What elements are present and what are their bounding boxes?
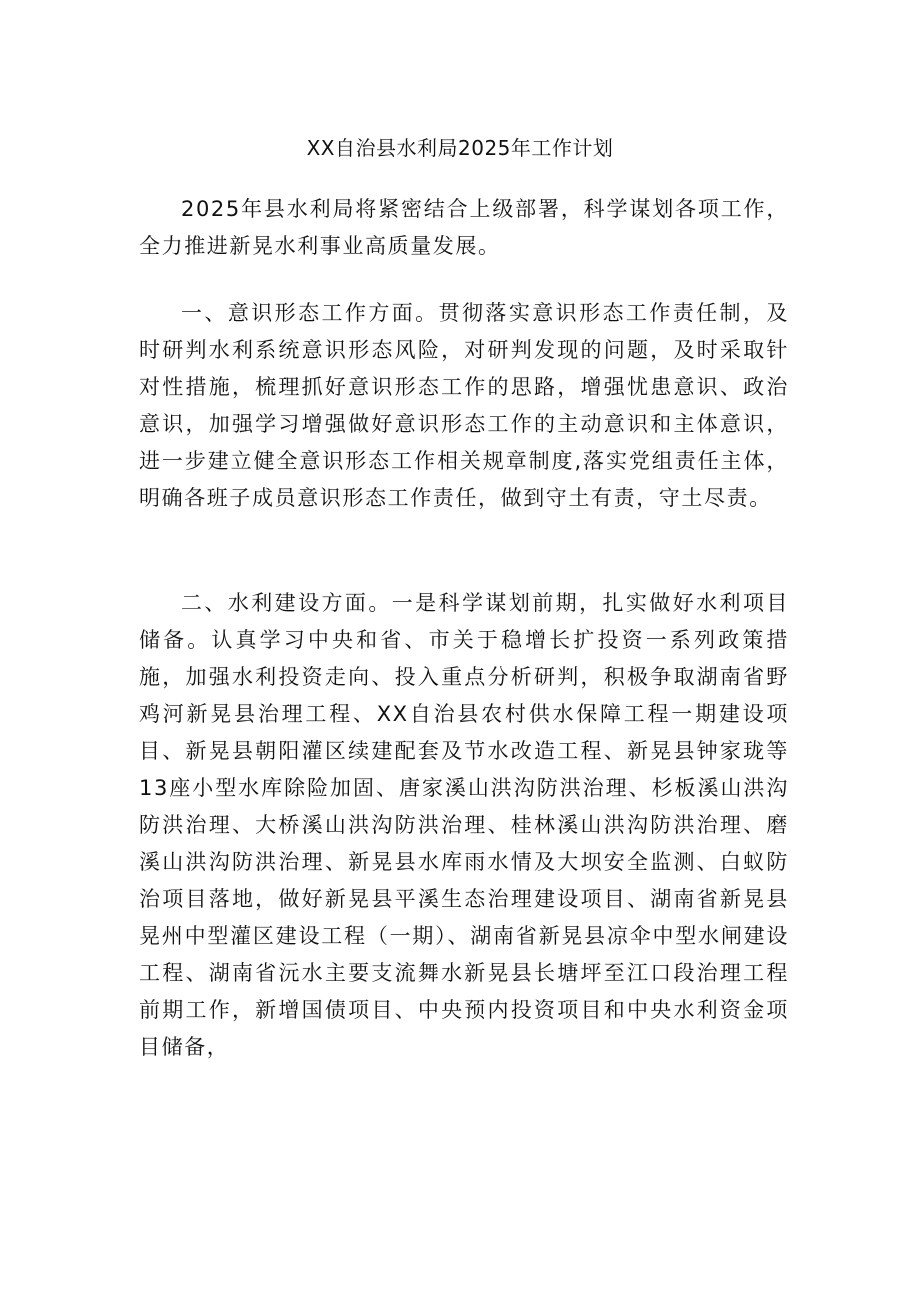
paragraph-intro: 2025年县水利局将紧密结合上级部署，科学谋划各项工作，全力推进新晃水利事业高质量发展。 — [139, 197, 789, 258]
paragraph-water-construction: 二、水利建设方面。一是科学谋划前期，扎实做好水利项目储备。认真学习中央和省、市关于稳增长扩投资一系列政策措施，加强水利投资走向、投入重点分析研判，积极争取湖南省野鸡河新晃县治理工程、XX自治县农村供水保障工程一期建设项目、新晃县朝阳灌区续建配套及节水改造工程、新晃县钟家珑等13座小型水库除险加固、唐家溪山洪沟防洪治理、杉板溪山洪沟防洪治理、大桥溪山洪沟防洪治理、桂林溪山洪沟防洪治理、磨溪山洪沟防洪治理、新晃县水库雨水情及大坝安全监测、白蚁防治项目落地，做好新晃县平溪生态治理建设项目、湖南省新晃县晃州中型灌区建设工程（一期）、湖南省新晃县凉伞中型水闸建设工程、湖南省沅水主要支流舞水新晃县长塘坪至江口段治理工程前期工作，新增国债项目、中央预内投资项目和中央水利资金项目储备， — [139, 591, 789, 1059]
paragraph-ideology-work: 一、意识形态工作方面。贯彻落实意识形态工作责任制，及时研判水利系统意识形态风险，对研判发现的问题，及时采取针对性措施，梳理抓好意识形态工作的思路，增强忧患意识、政治意识，加强学习增强做好意识形态工作的主动意识和主体意识，进一步建立健全意识形态工作相关规章制度,落实党组责任主体，明确各班子成员意识形态工作责任，做到守土有责，守土尽责。 — [139, 301, 789, 510]
document-title: XX自治县水利局2025年工作计划 — [306, 136, 614, 160]
